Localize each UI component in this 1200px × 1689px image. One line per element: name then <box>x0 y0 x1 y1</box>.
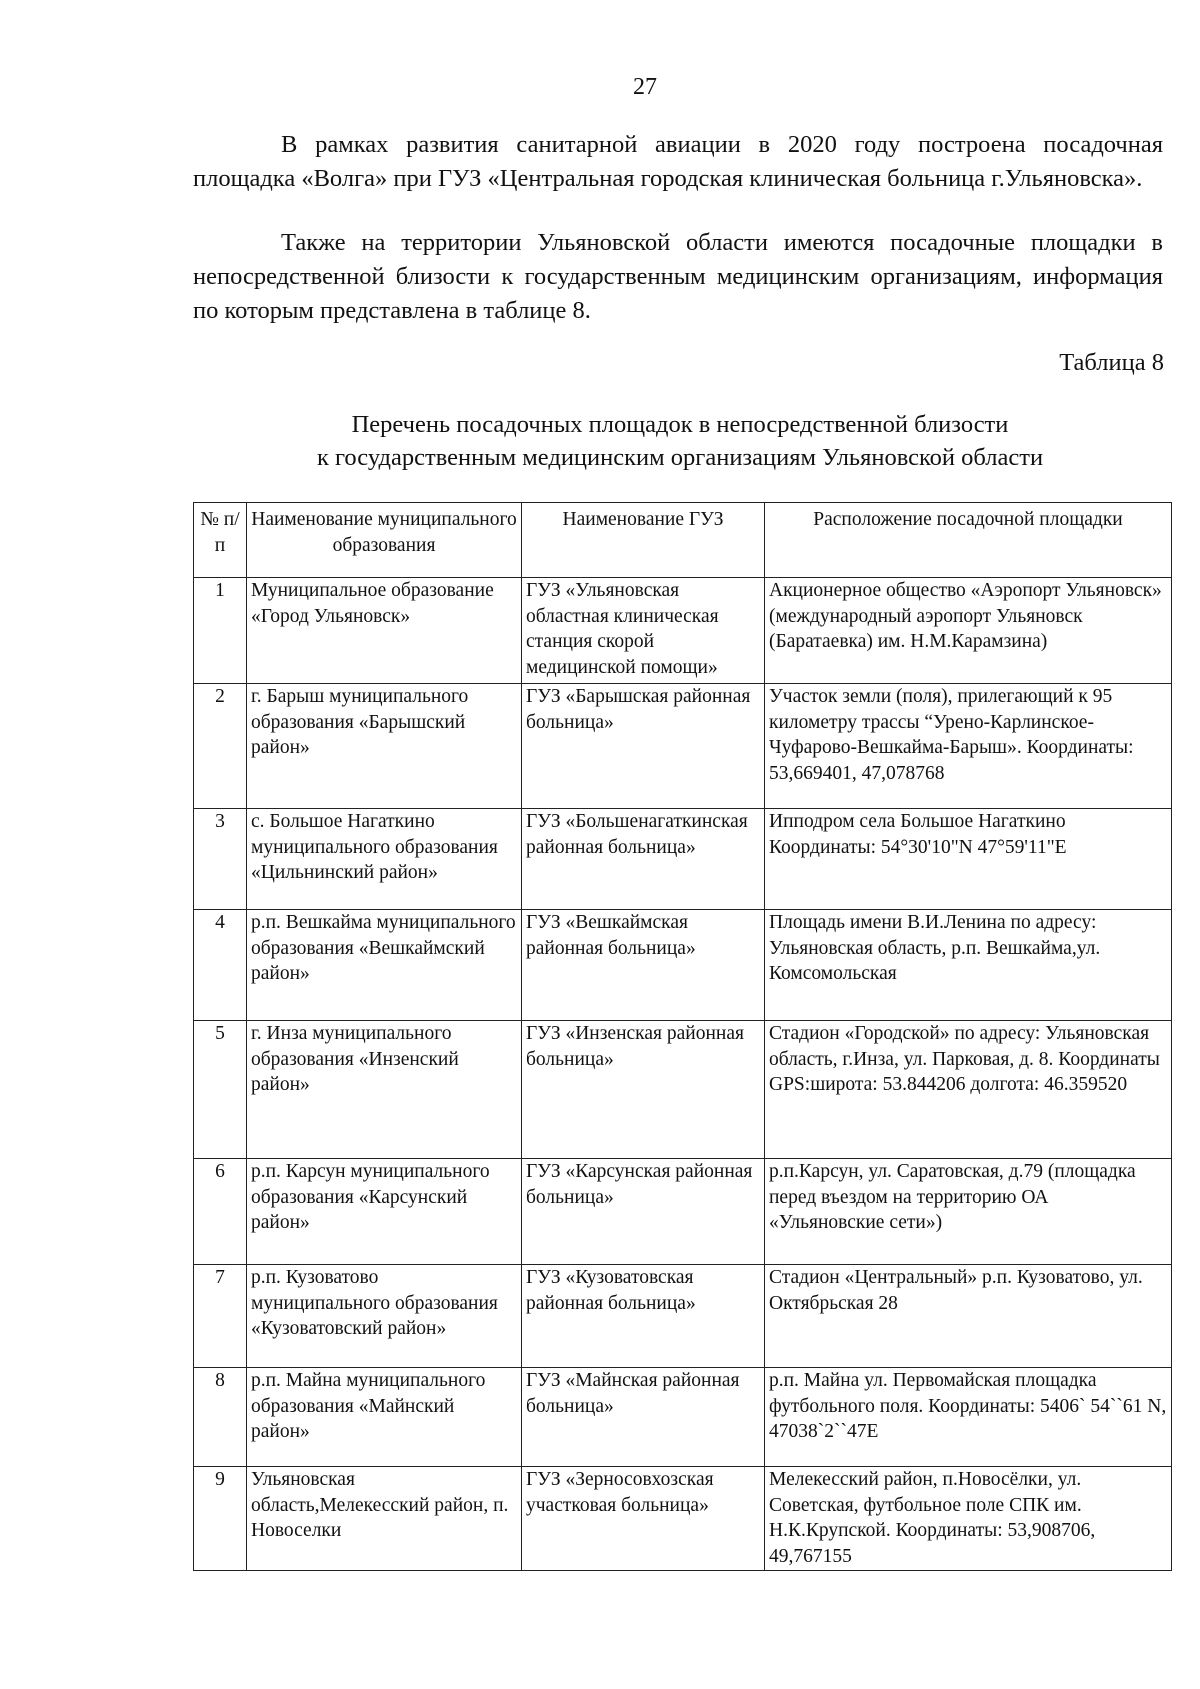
cell-guz: ГУЗ «Кузоватовская районная больница» <box>522 1265 765 1368</box>
cell-location: Ипподром села Большое Нагаткино Координаты: 54°30'10"N 47°59'11"E <box>765 809 1172 910</box>
cell-municipality: р.п. Майна муниципального образования «Майнский район» <box>247 1368 522 1467</box>
body-paragraph-1 <box>193 128 1163 196</box>
table-row <box>194 684 1172 809</box>
cell-location: Мелекесский район, п.Новосёлки, ул. Советская, футбольное поле СПК им. Н.К.Крупской. Координаты: 53,908706, 49,767155 <box>765 1467 1172 1571</box>
table-caption: Таблица 8 <box>1059 349 1164 376</box>
cell-num: 9 <box>194 1467 247 1571</box>
cell-municipality: г. Инза муниципального образования «Инзенский район» <box>247 1021 522 1159</box>
cell-num: 6 <box>194 1159 247 1265</box>
table-header-row <box>194 503 1172 578</box>
cell-num: 3 <box>194 809 247 910</box>
cell-guz: ГУЗ «Майнская районная больница» <box>522 1368 765 1467</box>
cell-num: 8 <box>194 1368 247 1467</box>
cell-guz: ГУЗ «Большенагаткинская районная больница» <box>522 809 765 910</box>
cell-municipality: Ульяновская область,Мелекесский район, п. Новоселки <box>247 1467 522 1571</box>
cell-num: 7 <box>194 1265 247 1368</box>
table-title-line-2: к государственным медицинским организациям Ульяновской области <box>316 444 1044 471</box>
cell-municipality: р.п. Вешкайма муниципального образования «Вешкаймский район» <box>247 910 522 1021</box>
cell-location: Стадион «Центральный» р.п. Кузоватово, ул. Октябрьская 28 <box>765 1265 1172 1368</box>
cell-location: р.п.Карсун, ул. Саратовская, д.79 (площадка перед въездом на территорию ОА «Ульяновские сети») <box>765 1159 1172 1265</box>
page-number: 27 <box>633 74 657 100</box>
paragraph-text: В рамках развития санитарной авиации в 2020 году построена посадочная площадка «Волга» при ГУЗ «Центральная городская клиническая больница г.Ульяновска». <box>193 131 1163 192</box>
header-municipality: Наименование муниципального образования <box>247 503 522 578</box>
table-title <box>180 408 1180 474</box>
paragraph-text: Также на территории Ульяновской области имеются посадочные площадки в непосредственной близости к государственным медицинским организациям, информация по которым представлена в таблице 8. <box>193 229 1163 324</box>
cell-guz: ГУЗ «Ульяновская областная клиническая станция скорой медицинской помощи» <box>522 578 765 684</box>
table-row <box>194 1265 1172 1368</box>
cell-municipality: г. Барыш муниципального образования «Барышский район» <box>247 684 522 809</box>
landing-sites-table <box>193 502 1172 1571</box>
cell-num: 4 <box>194 910 247 1021</box>
cell-num: 1 <box>194 578 247 684</box>
cell-guz: ГУЗ «Вешкаймская районная больница» <box>522 910 765 1021</box>
cell-num: 2 <box>194 684 247 809</box>
cell-location: р.п. Майна ул. Первомайская площадка футбольного поля. Координаты: 5406` 54``61 N, 47038`2``47E <box>765 1368 1172 1467</box>
table-row <box>194 1159 1172 1265</box>
cell-num: 5 <box>194 1021 247 1159</box>
cell-guz: ГУЗ «Зерносовхозская участковая больница» <box>522 1467 765 1571</box>
cell-guz: ГУЗ «Карсунская районная больница» <box>522 1159 765 1265</box>
cell-location: Участок земли (поля), прилегающий к 95 километру трассы “Урено-Карлинское-Чуфарово-Вешкайма-Барыш». Координаты: 53,669401, 47,078768 <box>765 684 1172 809</box>
cell-municipality: р.п. Кузоватово муниципального образования «Кузоватовский район» <box>247 1265 522 1368</box>
body-paragraph-2 <box>193 226 1163 328</box>
table-row <box>194 1368 1172 1467</box>
header-location: Расположение посадочной площадки <box>765 503 1172 578</box>
table-row <box>194 578 1172 684</box>
header-guz: Наименование ГУЗ <box>522 503 765 578</box>
cell-municipality: Муниципальное образование «Город Ульяновск» <box>247 578 522 684</box>
cell-location: Площадь имени В.И.Ленина по адресу: Ульяновская область, р.п. Вешкайма,ул. Комсомольская <box>765 910 1172 1021</box>
header-num: № п/п <box>194 503 247 578</box>
table-title-line-1: Перечень посадочных площадок в непосредственной близости <box>351 411 1009 438</box>
cell-municipality: р.п. Карсун муниципального образования «Карсунский район» <box>247 1159 522 1265</box>
table-row <box>194 910 1172 1021</box>
cell-guz: ГУЗ «Барышская районная больница» <box>522 684 765 809</box>
table-row <box>194 1021 1172 1159</box>
table-row <box>194 809 1172 910</box>
table-row <box>194 1467 1172 1571</box>
cell-municipality: с. Большое Нагаткино муниципального образования «Цильнинский район» <box>247 809 522 910</box>
cell-location: Акционерное общество «Аэропорт Ульяновск» (международный аэропорт Ульяновск (Баратаевка) им. Н.М.Карамзина) <box>765 578 1172 684</box>
cell-location: Стадион «Городской» по адресу: Ульяновская область, г.Инза, ул. Парковая, д. 8. Координаты GPS:широта: 53.844206 долгота: 46.359520 <box>765 1021 1172 1159</box>
cell-guz: ГУЗ «Инзенская районная больница» <box>522 1021 765 1159</box>
